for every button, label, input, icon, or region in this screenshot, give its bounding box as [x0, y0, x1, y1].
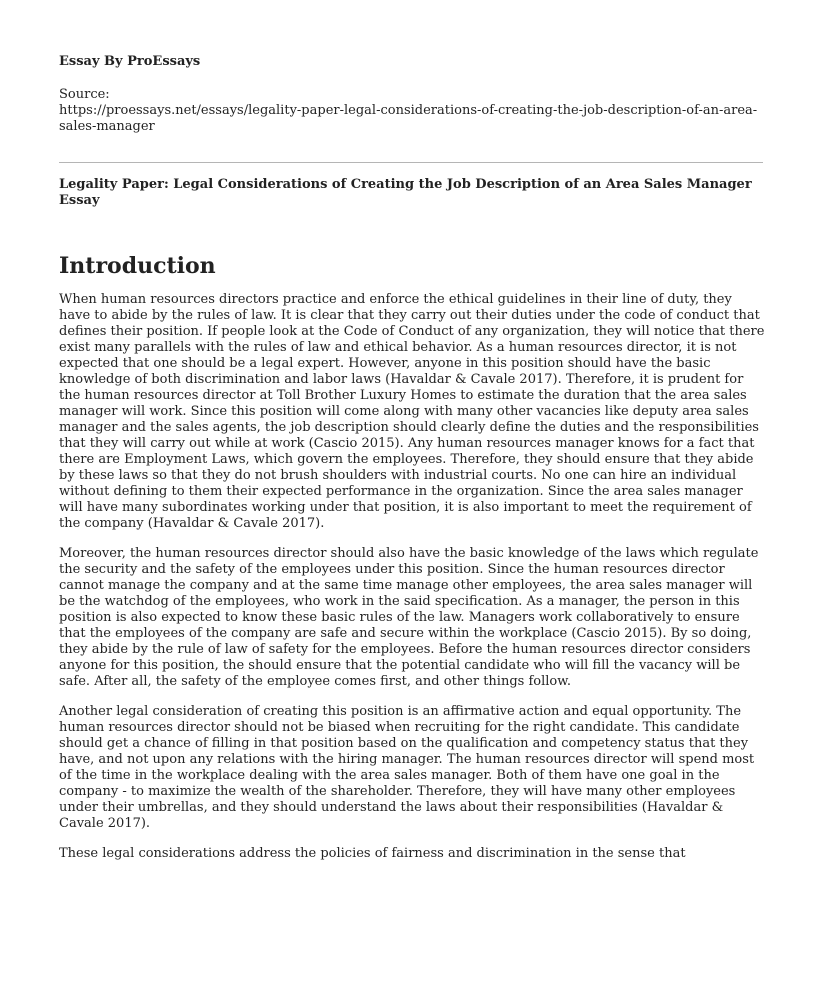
paragraph-1: When human resources directors practice and enforce the ethical guidelines in their line of duty, they have to abide by the rules of law. It is clear that they carry out their duties under the code of conduct that defines their position. If people look at the Code of Conduct of any organization, they will notice that there exist many parallels with the rules of law and ethical behavior. As a human resources director, it is not expected that one should be a legal expert. However, anyone in this position should have the basic knowledge of both discrimination and labor laws (Havaldar & Cavale 2017). Therefore, it is prudent for the human resources director at Toll Brother Luxury Homes to estimate the duration that the area sales manager will work. Since this position will come along with many other vacancies like deputy area sales manager and the sales agents, the job description should clearly define the duties and the responsibilities that they will carry out while at work (Cascio 2015). Any human resources manager knows for a fact that there are Employment Laws, which govern the employees. Therefore, they should ensure that they abide by these laws so that they do not brush shoulders with industrial courts. No one can hire an individual without defining to them their expected performance in the organization. Since the area sales manager will have many subordinates working under that position, it is also important to meet the requirement of the company (Havaldar & Cavale 2017).: [59, 292, 765, 531]
section-heading: Introduction: [59, 253, 216, 279]
paragraph-4: These legal considerations address the policies of fairness and discrimination in the sense that: [59, 846, 686, 861]
source-block: [59, 87, 763, 135]
source-url: https://proessays.net/essays/legality-paper-legal-considerations-of-creating-the-job-description-of-an-area-sales-manager: [59, 103, 758, 134]
divider: [59, 162, 763, 163]
paragraph-2: Moreover, the human resources director should also have the basic knowledge of the laws which regulate the security and the safety of the employees under this position. Since the human resources director cannot manage the company and at the same time manage other employees, the area sales manager will be the watchdog of the employees, who work in the said specification. As a manager, the person in this position is also expected to know these basic rules of the law. Managers work collaboratively to ensure that the employees of the company are safe and secure within the workplace (Cascio 2015). By so doing, they abide by the rule of law of safety for the employees. Before the human resources director considers anyone for this position, the should ensure that the potential candidate who will fill the vacancy will be safe. After all, the safety of the employee comes first, and other things follow.: [59, 546, 759, 689]
essay-title: Legality Paper: Legal Considerations of Creating the Job Description of an Area Sales Manager Essay: [59, 177, 752, 208]
essay-body: [59, 292, 765, 876]
source-label: Source:: [59, 87, 110, 102]
byline: Essay By ProEssays: [59, 54, 201, 69]
paragraph-3: Another legal consideration of creating this position is an affirmative action and equal opportunity. The human resources director should not be biased when recruiting for the right candidate. This candidate should get a chance of filling in that position based on the qualification and competency status that they have, and not upon any relations with the hiring manager. The human resources director will spend most of the time in the workplace dealing with the area sales manager. Both of them have one goal in the company - to maximize the wealth of the shareholder. Therefore, they will have many other employees under their umbrellas, and they should understand the laws about their responsibilities (Havaldar & Cavale 2017).: [59, 704, 755, 831]
